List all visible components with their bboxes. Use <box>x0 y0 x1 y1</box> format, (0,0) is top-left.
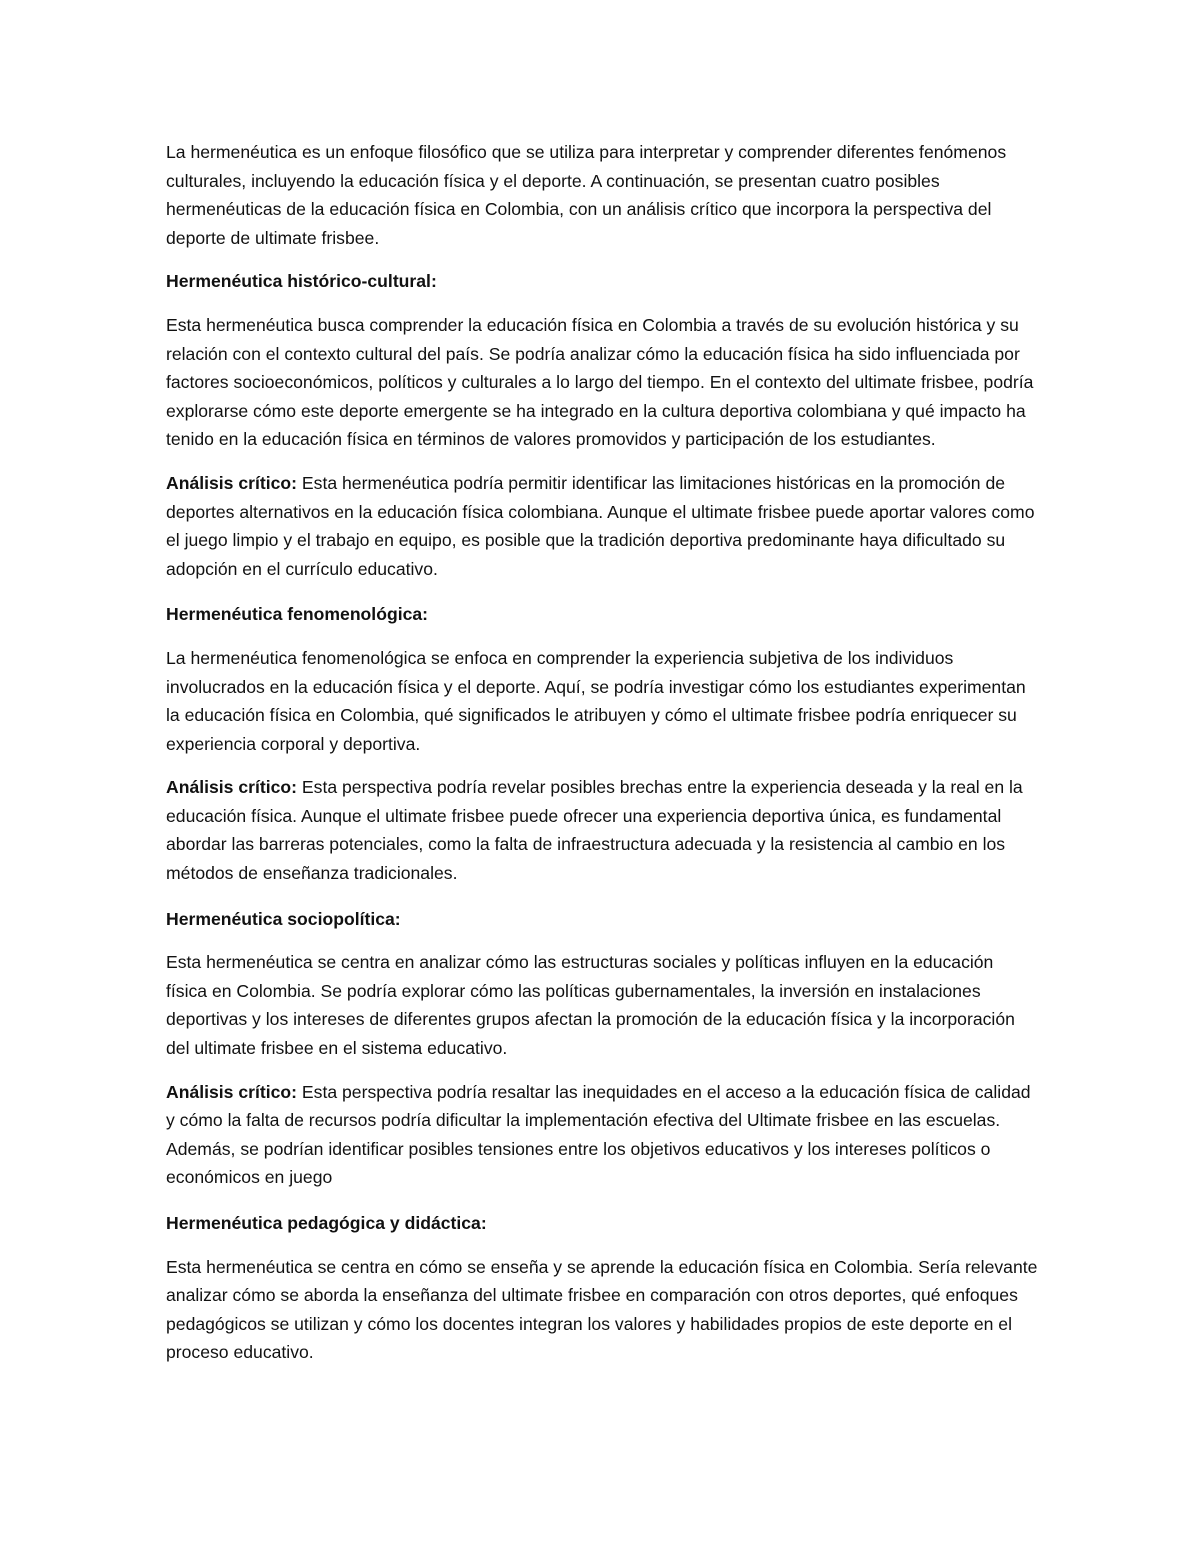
section-body-sociopolitica: Esta hermenéutica se centra en analizar cómo las estructuras sociales y políticas influyen en la educación física en Colombia. Se podría explorar cómo las políticas gubernamentales, la inversión en instalaciones deportivas y los intereses de diferentes grupos afectan la promoción de la educación física y la incorporación del ultimate frisbee en el sistema educativo. <box>166 952 1015 1059</box>
intro-paragraph: La hermenéutica es un enfoque filosófico que se utiliza para interpretar y comprender diferentes fenómenos culturales, incluyendo la educación física y el deporte. A continuación, se presentan cuatro posibles hermenéuticas de la educación física en Colombia, con un análisis crítico que incorpora la perspectiva del deporte de ultimate frisbee. <box>166 142 1007 248</box>
section-heading-sociopolitica: Hermenéutica sociopolítica: <box>166 908 401 929</box>
analysis-paragraph-sociopolitica <box>166 1078 1038 1192</box>
analysis-text: Esta perspectiva podría resaltar las inequidades en el acceso a la educación física de calidad y cómo la falta de recursos podría dificultar la implementación efectiva del Ultimate frisbee en las escuelas. Además, se podrían identificar posibles tensiones entre los objetivos educativos y los intereses políticos o económicos en juego <box>166 1081 1031 1188</box>
analysis-paragraph-historico-cultural <box>166 469 1038 583</box>
section-heading-historico-cultural: Hermenéutica histórico-cultural: <box>166 271 437 292</box>
section-heading-pedagogica: Hermenéutica pedagógica y didáctica: <box>166 1213 487 1233</box>
analysis-text: Esta perspectiva podría revelar posibles brechas entre la experiencia deseada y la real en la educación física. Aunque el ultimate frisbee puede ofrecer una experiencia deportiva única, es fundamental abordar las barreras potenciales, como la falta de infraestructura adecuada y la resistencia al cambio en los métodos de enseñanza tradicionales. <box>166 777 1023 884</box>
analysis-text: Esta hermenéutica podría permitir identificar las limitaciones históricas en la promoción de deportes alternativos en la educación física colombiana. Aunque el ultimate frisbee puede aportar valores como el juego limpio y el trabajo en equipo, es posible que la tradición deportiva predominante haya dificultado su adopción en el currículo educativo. <box>166 472 1035 579</box>
document-content <box>166 138 1038 1382</box>
section-heading-fenomenologica: Hermenéutica fenomenológica: <box>166 604 429 625</box>
section-body-fenomenologica: La hermenéutica fenomenológica se enfoca en comprender la experiencia subjetiva de los individuos involucrados en la educación física y el deporte. Aquí, se podría investigar cómo los estudiantes experimentan la educación física en Colombia, qué significados le atribuyen y cómo el ultimate frisbee podría enriquecer su experiencia corporal y deportiva. <box>166 647 1026 754</box>
analysis-label: Análisis crítico: <box>166 472 298 493</box>
section-body-historico-cultural: Esta hermenéutica busca comprender la educación física en Colombia a través de su evolución histórica y su relación con el contexto cultural del país. Se podría analizar cómo la educación física ha sido influenciada por factores socioeconómicos, políticos y culturales a lo largo del tiempo. En el contexto del ultimate frisbee, podría explorarse cómo este deporte emergente se ha integrado en la cultura deportiva colombiana y qué impacto ha tenido en la educación física en términos de valores promovidos y participación de los estudiantes. <box>166 314 1034 450</box>
analysis-paragraph-fenomenologica <box>166 773 1038 887</box>
analysis-label: Análisis crítico: <box>166 777 298 798</box>
analysis-label: Análisis crítico: <box>166 1081 298 1102</box>
section-body-pedagogica: Esta hermenéutica se centra en cómo se enseña y se aprende la educación física en Colombia. Sería relevante analizar cómo se aborda la enseñanza del ultimate frisbee en comparación con otros deportes, qué enfoques pedagógicos se utilizan y cómo los docentes integran los valores y habilidades propios de este deporte en el proceso educativo. <box>166 1256 1038 1363</box>
